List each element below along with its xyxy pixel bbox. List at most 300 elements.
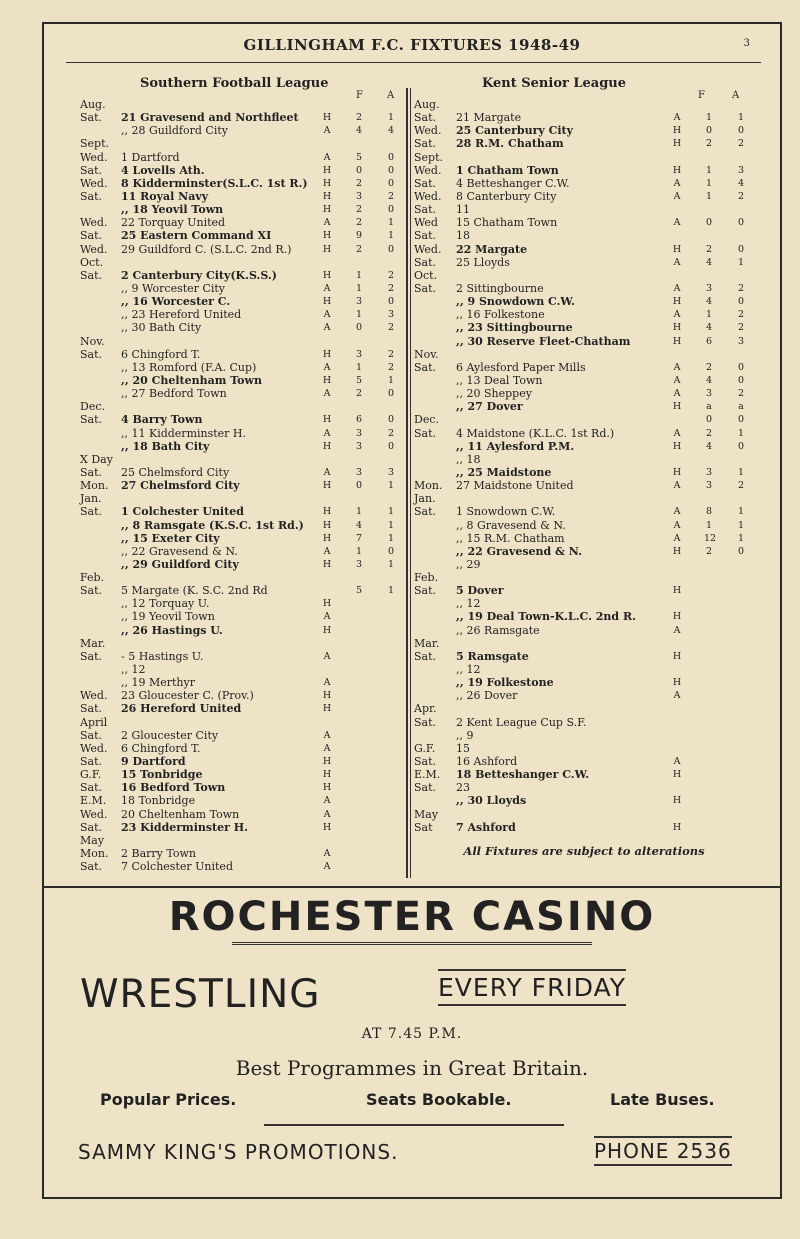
fixture-day: Jan. <box>414 492 436 506</box>
fixture-venue: H <box>672 466 682 478</box>
fixture-row <box>80 519 400 532</box>
fixture-venue: A <box>323 742 331 754</box>
fixture-day: Sat. <box>80 111 103 125</box>
fixture-row <box>414 597 774 610</box>
promoter-name: SAMMY KING'S PROMOTIONS. <box>78 1140 399 1164</box>
fixture-opponent: ,, 20 Cheltenham Town <box>121 373 262 387</box>
fixture-day: Apr. <box>414 702 437 716</box>
fixture-goals-for: 2 <box>705 243 713 255</box>
fixture-row <box>414 387 774 400</box>
feature-prices: Popular Prices. <box>100 1090 237 1109</box>
fixture-row <box>414 124 774 137</box>
fixture-opponent: ,, 8 Ramsgate (K.S.C. 1st Rd.) <box>121 518 304 532</box>
fixture-goals-for: 2 <box>355 388 363 400</box>
fixture-venue: A <box>323 322 331 334</box>
title-rule <box>66 62 761 63</box>
fixture-goals-against: 0 <box>387 243 395 255</box>
fixture-opponent: ,, 16 Folkestone <box>456 308 545 322</box>
fixture-day: Wed <box>414 216 438 230</box>
fixture-goals-for: 1 <box>355 309 363 321</box>
fixture-day: Oct. <box>80 255 104 269</box>
fixture-opponent: 18 Tonbridge <box>121 794 196 808</box>
fixture-row <box>414 151 774 164</box>
fixture-day: Wed. <box>80 216 108 230</box>
fixture-day: Wed. <box>80 150 108 164</box>
fixture-venue: H <box>672 440 682 452</box>
casino-underline <box>232 942 592 945</box>
fixture-row <box>414 729 774 742</box>
fixture-goals-against: 0 <box>387 296 395 308</box>
fixture-venue: H <box>322 112 332 124</box>
feature-seats: Seats Bookable. <box>366 1090 512 1109</box>
fixture-row <box>80 834 400 847</box>
fixture-goals-against: 1 <box>387 480 395 492</box>
fixture-goals-against: 1 <box>387 230 395 242</box>
fixture-opponent: 5 Margate (K. S.C. 2nd Rd <box>121 584 268 598</box>
fixture-row <box>80 794 400 807</box>
fixture-opponent: ,, 27 Dover <box>456 400 523 414</box>
fixture-goals-against: 1 <box>387 585 395 597</box>
fixture-venue: H <box>672 243 682 255</box>
fixture-venue: A <box>673 112 681 124</box>
fixture-goals-against: 1 <box>387 519 395 531</box>
fixture-opponent: ,, 12 <box>456 663 481 677</box>
fixture-venue: A <box>323 650 331 662</box>
fixture-day: Sat. <box>80 347 103 361</box>
fixture-goals-against: 0 <box>737 440 745 452</box>
fixture-opponent: ,, 29 Guildford City <box>121 557 239 571</box>
fixture-goals-for: 2 <box>355 217 363 229</box>
fixture-goals-for: 5 <box>355 374 363 386</box>
fixture-row <box>80 610 400 623</box>
fixture-opponent: 6 Aylesford Paper Mills <box>456 360 586 374</box>
fixture-row <box>80 768 400 781</box>
fixture-goals-for: 6 <box>355 414 363 426</box>
fixture-opponent: ,, 30 Bath City <box>121 321 202 335</box>
fixture-goals-for: 4 <box>355 125 363 137</box>
fixture-venue: H <box>672 335 682 347</box>
fixture-day: Wed. <box>80 242 108 256</box>
fixture-opponent: 4 Lovells Ath. <box>121 163 205 177</box>
fixture-day: April <box>80 715 108 729</box>
fixture-row <box>80 400 400 413</box>
fixture-goals-for: 1 <box>705 190 713 202</box>
fixture-venue: H <box>322 348 332 360</box>
fixture-day: G.F. <box>414 741 436 755</box>
fixture-goals-against: 0 <box>737 243 745 255</box>
fixture-row <box>414 164 774 177</box>
fixture-venue: H <box>322 506 332 518</box>
fixture-venue: A <box>323 466 331 478</box>
feature-buses: Late Buses. <box>610 1090 715 1109</box>
fixture-day: Feb. <box>80 571 105 585</box>
fixture-day: Wed. <box>414 189 442 203</box>
fixture-goals-for: a <box>706 401 712 413</box>
fixture-venue: A <box>323 217 331 229</box>
fixture-opponent: ,, 22 Gravesend & N. <box>456 544 582 558</box>
fixture-opponent: 22 Margate <box>456 242 528 256</box>
fixture-row <box>414 571 774 584</box>
fixture-goals-for: 3 <box>355 466 363 478</box>
fixture-venue: A <box>323 729 331 741</box>
fixture-row <box>80 427 400 440</box>
fixture-venue: A <box>673 480 681 492</box>
fixture-venue: A <box>323 151 331 163</box>
fixture-day: Sept. <box>80 137 110 151</box>
fixture-goals-for: 6 <box>705 335 713 347</box>
fixture-row <box>414 466 774 479</box>
fixture-opponent: ,, 8 Gravesend & N. <box>456 518 566 532</box>
fixture-day: Sat. <box>80 268 103 282</box>
fixture-venue: A <box>323 545 331 557</box>
fixture-goals-against: 0 <box>387 177 395 189</box>
fixture-goals-for: 2 <box>705 427 713 439</box>
fixture-day: Wed. <box>80 741 108 755</box>
fixture-goals-for: 3 <box>705 282 713 294</box>
fixture-venue: H <box>322 558 332 570</box>
fixture-day: Sat. <box>80 702 103 716</box>
fixture-goals-against: 3 <box>737 335 745 347</box>
fixture-row <box>80 335 400 348</box>
fixture-goals-against: 1 <box>737 112 745 124</box>
fixture-venue: A <box>673 506 681 518</box>
fixture-row <box>414 505 774 518</box>
fixture-day: Aug. <box>414 98 440 111</box>
fixture-goals-against: 2 <box>737 282 745 294</box>
fixture-venue: A <box>323 848 331 860</box>
fixture-goals-against: 2 <box>737 309 745 321</box>
fixture-day: Sat. <box>80 728 103 742</box>
fixture-venue: A <box>673 427 681 439</box>
fixture-goals-against: 0 <box>387 388 395 400</box>
fixture-opponent: 9 Dartford <box>121 755 186 769</box>
fixture-goals-for: 3 <box>705 388 713 400</box>
fixture-goals-for: 2 <box>355 112 363 124</box>
fixture-row <box>414 702 774 715</box>
fixture-row <box>80 663 400 676</box>
fixture-goals-against: 2 <box>387 322 395 334</box>
fixture-goals-for: 2 <box>705 138 713 150</box>
fixture-venue: H <box>322 243 332 255</box>
fixture-row <box>414 243 774 256</box>
fixture-opponent: ,, 28 Guildford City <box>121 124 228 138</box>
fixture-row <box>414 98 774 111</box>
fixture-opponent: 4 Betteshanger C.W. <box>456 176 570 190</box>
fixture-row <box>414 282 774 295</box>
fixture-opponent: ,, 9 <box>456 728 474 742</box>
fixture-day: Sat. <box>414 505 437 519</box>
fixture-venue: H <box>322 703 332 715</box>
fixture-day: Sat. <box>80 163 103 177</box>
fixture-row <box>80 151 400 164</box>
fixture-day: Jan. <box>80 492 102 506</box>
fixture-row <box>414 610 774 623</box>
fixture-goals-against: 0 <box>737 217 745 229</box>
fixture-day: Sat. <box>414 137 437 151</box>
fixture-opponent: 11 Royal Navy <box>121 189 209 203</box>
fixture-row <box>414 308 774 321</box>
fixture-day: Sat. <box>414 781 437 795</box>
fixture-row <box>80 505 400 518</box>
fixture-opponent: 20 Cheltenham Town <box>121 807 240 821</box>
fixture-row <box>80 808 400 821</box>
fixture-opponent: 2 Sittingbourne <box>456 281 544 295</box>
fixture-day: Sat <box>414 820 433 834</box>
fixture-goals-against: 0 <box>387 204 395 216</box>
fixture-venue: A <box>323 282 331 294</box>
fixture-day: Sat. <box>414 715 437 729</box>
fixture-row <box>80 742 400 755</box>
fixture-goals-against: 1 <box>737 532 745 544</box>
fixture-goals-for: 0 <box>705 125 713 137</box>
fixture-goals-for: 1 <box>355 361 363 373</box>
fixture-goals-for: 4 <box>705 296 713 308</box>
fixture-goals-against: 0 <box>737 374 745 386</box>
fixture-row <box>80 387 400 400</box>
fixture-goals-for: 3 <box>355 296 363 308</box>
fixture-venue: H <box>322 624 332 636</box>
fixture-opponent: 2 Barry Town <box>121 847 196 861</box>
fixture-venue: A <box>323 795 331 807</box>
fixture-row <box>414 479 774 492</box>
fixture-goals-for: 4 <box>705 256 713 268</box>
fixture-opponent: ,, 9 Snowdown C.W. <box>456 295 575 309</box>
fixture-venue: H <box>672 545 682 557</box>
fixture-venue: H <box>322 782 332 794</box>
fixture-row <box>80 321 400 334</box>
fixture-goals-for: 9 <box>355 230 363 242</box>
fixture-goals-against: 0 <box>737 414 745 426</box>
fixture-venue: H <box>322 480 332 492</box>
fixture-day: Mon. <box>414 479 443 493</box>
southern-f-header: F <box>356 90 363 101</box>
fixture-opponent: 2 Canterbury City(K.S.S.) <box>121 268 277 282</box>
fixture-row <box>80 348 400 361</box>
southern-fixture-list <box>80 98 400 873</box>
fixture-opponent: ,, 19 Deal Town-K.L.C. 2nd R. <box>456 610 636 624</box>
fixture-venue: H <box>672 795 682 807</box>
fixture-venue: A <box>673 374 681 386</box>
fixture-venue: H <box>672 125 682 137</box>
column-divider <box>406 88 408 878</box>
fixture-day: Wed. <box>414 124 442 138</box>
fixture-opponent: 1 Dartford <box>121 150 180 164</box>
fixture-row <box>80 689 400 702</box>
fixture-row <box>414 755 774 768</box>
fixture-day: Sat. <box>80 229 103 243</box>
fixture-day: E.M. <box>414 768 441 782</box>
fixture-goals-for: 1 <box>705 519 713 531</box>
fixture-row <box>80 190 400 203</box>
fixture-opponent: 18 Betteshanger C.W. <box>456 768 590 782</box>
fixture-day: Sept. <box>414 150 444 164</box>
fixture-row <box>414 203 774 216</box>
fixture-row <box>80 124 400 137</box>
fixture-row <box>414 637 774 650</box>
fixture-row <box>414 768 774 781</box>
fixture-venue: A <box>673 217 681 229</box>
fixture-row <box>414 295 774 308</box>
fixture-opponent: ,, 29 <box>456 557 481 571</box>
fixture-opponent: ,, 18 <box>456 452 481 466</box>
fixture-row <box>80 295 400 308</box>
southern-a-header: A <box>387 90 395 101</box>
fixture-day: Wed. <box>414 242 442 256</box>
fixture-day: Sat. <box>80 413 103 427</box>
fixture-opponent: 27 Chelmsford City <box>121 479 240 493</box>
fixture-goals-for: 2 <box>705 545 713 557</box>
fixture-goals-for: 1 <box>705 309 713 321</box>
fixture-day: Sat. <box>80 781 103 795</box>
fixture-row <box>414 453 774 466</box>
fixture-opponent: 25 Chelmsford City <box>121 465 230 479</box>
fixture-goals-for: 5 <box>355 151 363 163</box>
fixture-day: Sat. <box>414 755 437 769</box>
fixture-row <box>80 203 400 216</box>
fixture-row <box>80 216 400 229</box>
fixture-opponent: ,, 19 Folkestone <box>456 676 554 690</box>
southern-league-heading: Southern Football League <box>140 76 329 91</box>
fixture-venue: H <box>672 611 682 623</box>
fixture-goals-for: 3 <box>355 190 363 202</box>
fixture-day: Sat. <box>414 111 437 125</box>
fixture-row <box>414 650 774 663</box>
fixture-venue: H <box>322 230 332 242</box>
fixture-row <box>80 111 400 124</box>
fixture-day: Sat. <box>414 203 437 217</box>
fixture-venue: A <box>323 309 331 321</box>
fixture-day: Sat. <box>414 360 437 374</box>
fixture-row <box>414 321 774 334</box>
fixture-opponent: ,, 26 Dover <box>456 689 518 703</box>
fixture-opponent: ,, 20 Sheppey <box>456 387 532 401</box>
fixture-opponent: ,, 18 Bath City <box>121 439 210 453</box>
fixture-row <box>414 532 774 545</box>
fixture-row <box>80 282 400 295</box>
fixture-opponent: 21 Gravesend and Northfleet <box>121 111 299 125</box>
fixture-opponent: 29 Guildford C. (S.L.C. 2nd R.) <box>121 242 292 256</box>
fixture-goals-against: 0 <box>737 361 745 373</box>
fixture-venue: H <box>322 440 332 452</box>
fixture-row <box>414 229 774 242</box>
fixture-row <box>414 177 774 190</box>
fixture-venue: H <box>322 598 332 610</box>
column-divider-inner <box>410 88 411 878</box>
fixture-day: Sat. <box>80 649 103 663</box>
fixture-venue: A <box>673 177 681 189</box>
fixture-opponent: ,, 23 Hereford United <box>121 308 242 322</box>
fixture-goals-against: a <box>738 401 744 413</box>
event-name: WRESTLING <box>80 972 321 1017</box>
fixture-venue: A <box>323 808 331 820</box>
fixture-venue: H <box>672 322 682 334</box>
fixture-row <box>80 308 400 321</box>
fixture-goals-against: 1 <box>737 506 745 518</box>
fixture-goals-against: 0 <box>737 545 745 557</box>
fixture-row <box>80 702 400 715</box>
kent-league-heading: Kent Senior League <box>482 76 627 91</box>
fixture-row <box>80 637 400 650</box>
fixture-row <box>80 597 400 610</box>
fixture-goals-against: 1 <box>387 217 395 229</box>
fixture-venue: A <box>323 861 331 873</box>
fixture-opponent: ,, 12 <box>121 663 146 677</box>
fixture-row <box>414 558 774 571</box>
fixture-goals-for: 2 <box>355 177 363 189</box>
fixture-venue: H <box>672 138 682 150</box>
fixture-row <box>414 256 774 269</box>
fixture-goals-against: 2 <box>387 361 395 373</box>
fixture-opponent: ,, 15 Exeter City <box>121 531 220 545</box>
fixture-opponent: ,, 26 Ramsgate <box>456 623 540 637</box>
fixture-goals-for: 0 <box>355 480 363 492</box>
fixture-row <box>414 269 774 282</box>
fixture-day: Mar. <box>414 636 440 650</box>
fixture-opponent: 21 Margate <box>456 111 522 125</box>
fixture-row <box>80 177 400 190</box>
fixture-venue: A <box>323 125 331 137</box>
fixture-row <box>80 755 400 768</box>
fixture-venue: H <box>322 690 332 702</box>
fixture-row <box>414 794 774 807</box>
fixture-day: Sat. <box>80 465 103 479</box>
fixture-row <box>80 624 400 637</box>
fixture-opponent: 15 Tonbridge <box>121 768 203 782</box>
fixture-opponent: 26 Hereford United <box>121 702 242 716</box>
fixture-goals-for: 0 <box>705 217 713 229</box>
fixture-row <box>414 427 774 440</box>
fixture-venue: A <box>323 361 331 373</box>
fixture-venue: A <box>673 532 681 544</box>
fixture-opponent: ,, 9 Worcester City <box>121 281 225 295</box>
fixture-day: Nov. <box>414 347 439 361</box>
fixture-goals-against: 1 <box>387 112 395 124</box>
fixture-opponent: ,, 12 Torquay U. <box>121 597 210 611</box>
fixture-row <box>414 374 774 387</box>
casino-name: ROCHESTER CASINO <box>168 894 656 940</box>
fixture-venue: H <box>322 374 332 386</box>
phone-number: PHONE 2536 <box>594 1136 732 1166</box>
fixture-opponent: ,, 30 Lloyds <box>456 794 527 808</box>
fixture-venue: H <box>322 204 332 216</box>
fixture-day: Wed. <box>80 176 108 190</box>
fixture-day: Aug. <box>80 98 106 111</box>
fixture-row <box>80 374 400 387</box>
fixture-opponent: 16 Bedford Town <box>121 781 226 795</box>
page-title: GILLINGHAM F.C. FIXTURES 1948-49 <box>243 36 581 54</box>
fixture-row <box>80 229 400 242</box>
kent-a-header: A <box>732 90 740 101</box>
fixture-opponent: 18 <box>456 229 470 243</box>
fixture-row <box>414 519 774 532</box>
fixture-row <box>80 650 400 663</box>
fixture-venue: H <box>322 532 332 544</box>
fixture-goals-for: 1 <box>355 269 363 281</box>
fixture-opponent: 7 Colchester United <box>121 860 233 874</box>
fixture-venue: H <box>322 269 332 281</box>
fixture-row <box>80 821 400 834</box>
fixture-row <box>414 716 774 729</box>
fixture-opponent: 28 R.M. Chatham <box>456 137 564 151</box>
fixture-venue: H <box>672 769 682 781</box>
fixture-goals-against: 3 <box>737 164 745 176</box>
fixture-row <box>414 348 774 361</box>
fixture-goals-for: 1 <box>355 545 363 557</box>
fixture-opponent: 1 Colchester United <box>121 505 244 519</box>
fixture-day: Nov. <box>80 334 105 348</box>
fixtures-note: All Fixtures are subject to alterations <box>463 844 705 858</box>
fixture-goals-against: 2 <box>737 190 745 202</box>
